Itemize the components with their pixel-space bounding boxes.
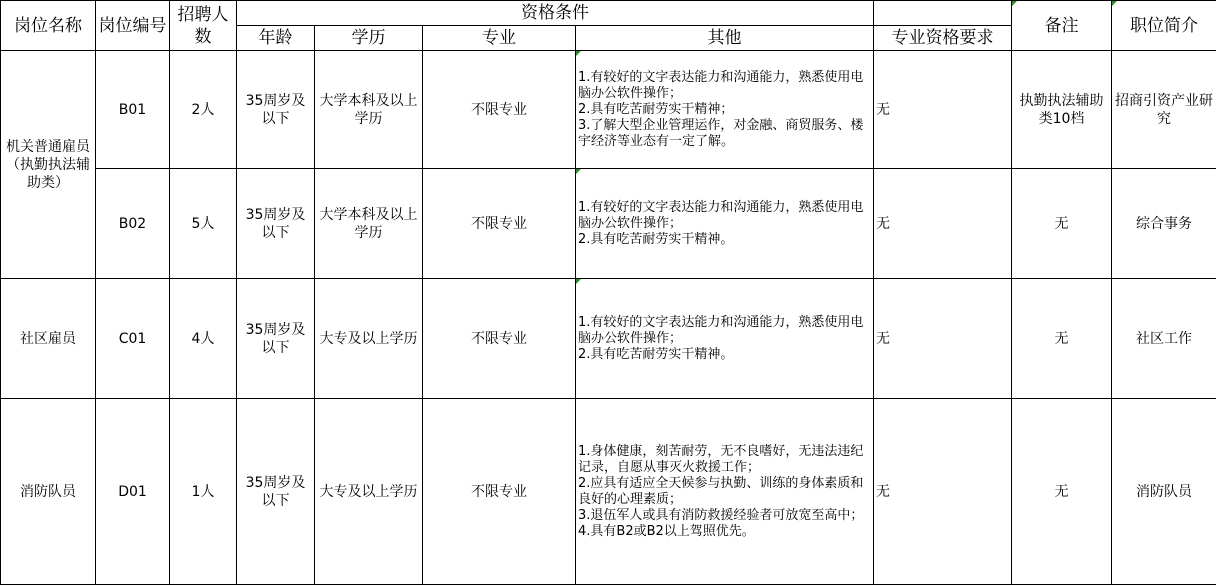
requirement-line: 2.具有吃苦耐劳实干精神； [578, 101, 734, 117]
post-name-cell: 社区雇员 [1, 279, 96, 399]
description-cell: 消防队员 [1112, 399, 1216, 585]
description-cell: 社区工作 [1112, 279, 1216, 399]
headcount-cell: 1人 [170, 399, 237, 585]
education-cell: 大学本科及以上学历 [315, 51, 423, 169]
header-certification: 专业资格要求 [874, 26, 1012, 51]
header-certification-top [874, 1, 1012, 26]
certification-cell: 无 [874, 279, 1012, 399]
requirement-line: 1.有较好的文字表达能力和沟通能力，熟悉使用电脑办公软件操作； [578, 199, 864, 231]
requirement-line: 2.具有吃苦耐劳实干精神。 [578, 231, 734, 247]
header-other: 其他 [576, 26, 874, 51]
remarks-cell: 无 [1012, 279, 1112, 399]
education-cell: 大学本科及以上学历 [315, 169, 423, 279]
age-cell: 35周岁及以下 [237, 399, 315, 585]
header-description: 职位简介 [1112, 1, 1216, 51]
table-row [1, 399, 1216, 585]
other-requirements-cell [576, 51, 874, 169]
certification-cell: 无 [874, 399, 1012, 585]
description-cell: 综合事务 [1112, 169, 1216, 279]
requirement-line: 3.了解大型企业管理运作，对金融、商贸服务、楼宇经济等业态有一定了解。 [578, 117, 864, 149]
post-code-cell: B02 [96, 169, 170, 279]
other-requirements-cell [576, 279, 874, 399]
requirement-line: 1.身体健康，刻苦耐劳，无不良嗜好，无违法违纪记录，自愿从事灭火救援工作； [578, 443, 864, 475]
major-cell: 不限专业 [423, 51, 576, 169]
age-cell: 35周岁及以下 [237, 51, 315, 169]
post-code-cell: D01 [96, 399, 170, 585]
requirement-line: 1.有较好的文字表达能力和沟通能力，熟悉使用电脑办公软件操作； [578, 69, 864, 101]
requirement-line: 2.具有吃苦耐劳实干精神。 [578, 346, 734, 362]
post-name-cell: 机关普通雇员（执勤执法辅助类） [1, 51, 96, 279]
requirement-line: 4.具有B2或B2以上驾照优先。 [578, 523, 755, 539]
headcount-cell: 4人 [170, 279, 237, 399]
table-row [1, 279, 1216, 399]
remarks-cell: 执勤执法辅助类10档 [1012, 51, 1112, 169]
major-cell: 不限专业 [423, 169, 576, 279]
post-code-cell: B01 [96, 51, 170, 169]
certification-cell: 无 [874, 51, 1012, 169]
headcount-cell: 2人 [170, 51, 237, 169]
requirement-line: 3.退伍军人或具有消防救援经验者可放宽至高中； [578, 507, 864, 523]
header-remarks: 备注 [1012, 1, 1112, 51]
major-cell: 不限专业 [423, 399, 576, 585]
major-cell: 不限专业 [423, 279, 576, 399]
age-cell: 35周岁及以下 [237, 279, 315, 399]
age-cell: 35周岁及以下 [237, 169, 315, 279]
remarks-cell: 无 [1012, 169, 1112, 279]
post-code-cell: C01 [96, 279, 170, 399]
other-requirements-cell [576, 169, 874, 279]
header-post-name: 岗位名称 [1, 1, 96, 51]
header-qualifications: 资格条件 [237, 1, 874, 26]
table-row [1, 51, 1216, 169]
header-major: 专业 [423, 26, 576, 51]
post-name-cell: 消防队员 [1, 399, 96, 585]
header-headcount: 招聘人数 [170, 1, 237, 51]
education-cell: 大专及以上学历 [315, 399, 423, 585]
education-cell: 大专及以上学历 [315, 279, 423, 399]
header-education: 学历 [315, 26, 423, 51]
description-cell: 招商引资产业研究 [1112, 51, 1216, 169]
table-row [1, 169, 1216, 279]
other-requirements-cell [576, 399, 874, 585]
requirement-line: 1.有较好的文字表达能力和沟通能力，熟悉使用电脑办公软件操作； [578, 314, 864, 346]
certification-cell: 无 [874, 169, 1012, 279]
header-age: 年龄 [237, 26, 315, 51]
header-post-code: 岗位编号 [96, 1, 170, 51]
remarks-cell: 无 [1012, 399, 1112, 585]
headcount-cell: 5人 [170, 169, 237, 279]
requirement-line: 2.应具有适应全天候参与执勤、训练的身体素质和良好的心理素质； [578, 475, 864, 507]
